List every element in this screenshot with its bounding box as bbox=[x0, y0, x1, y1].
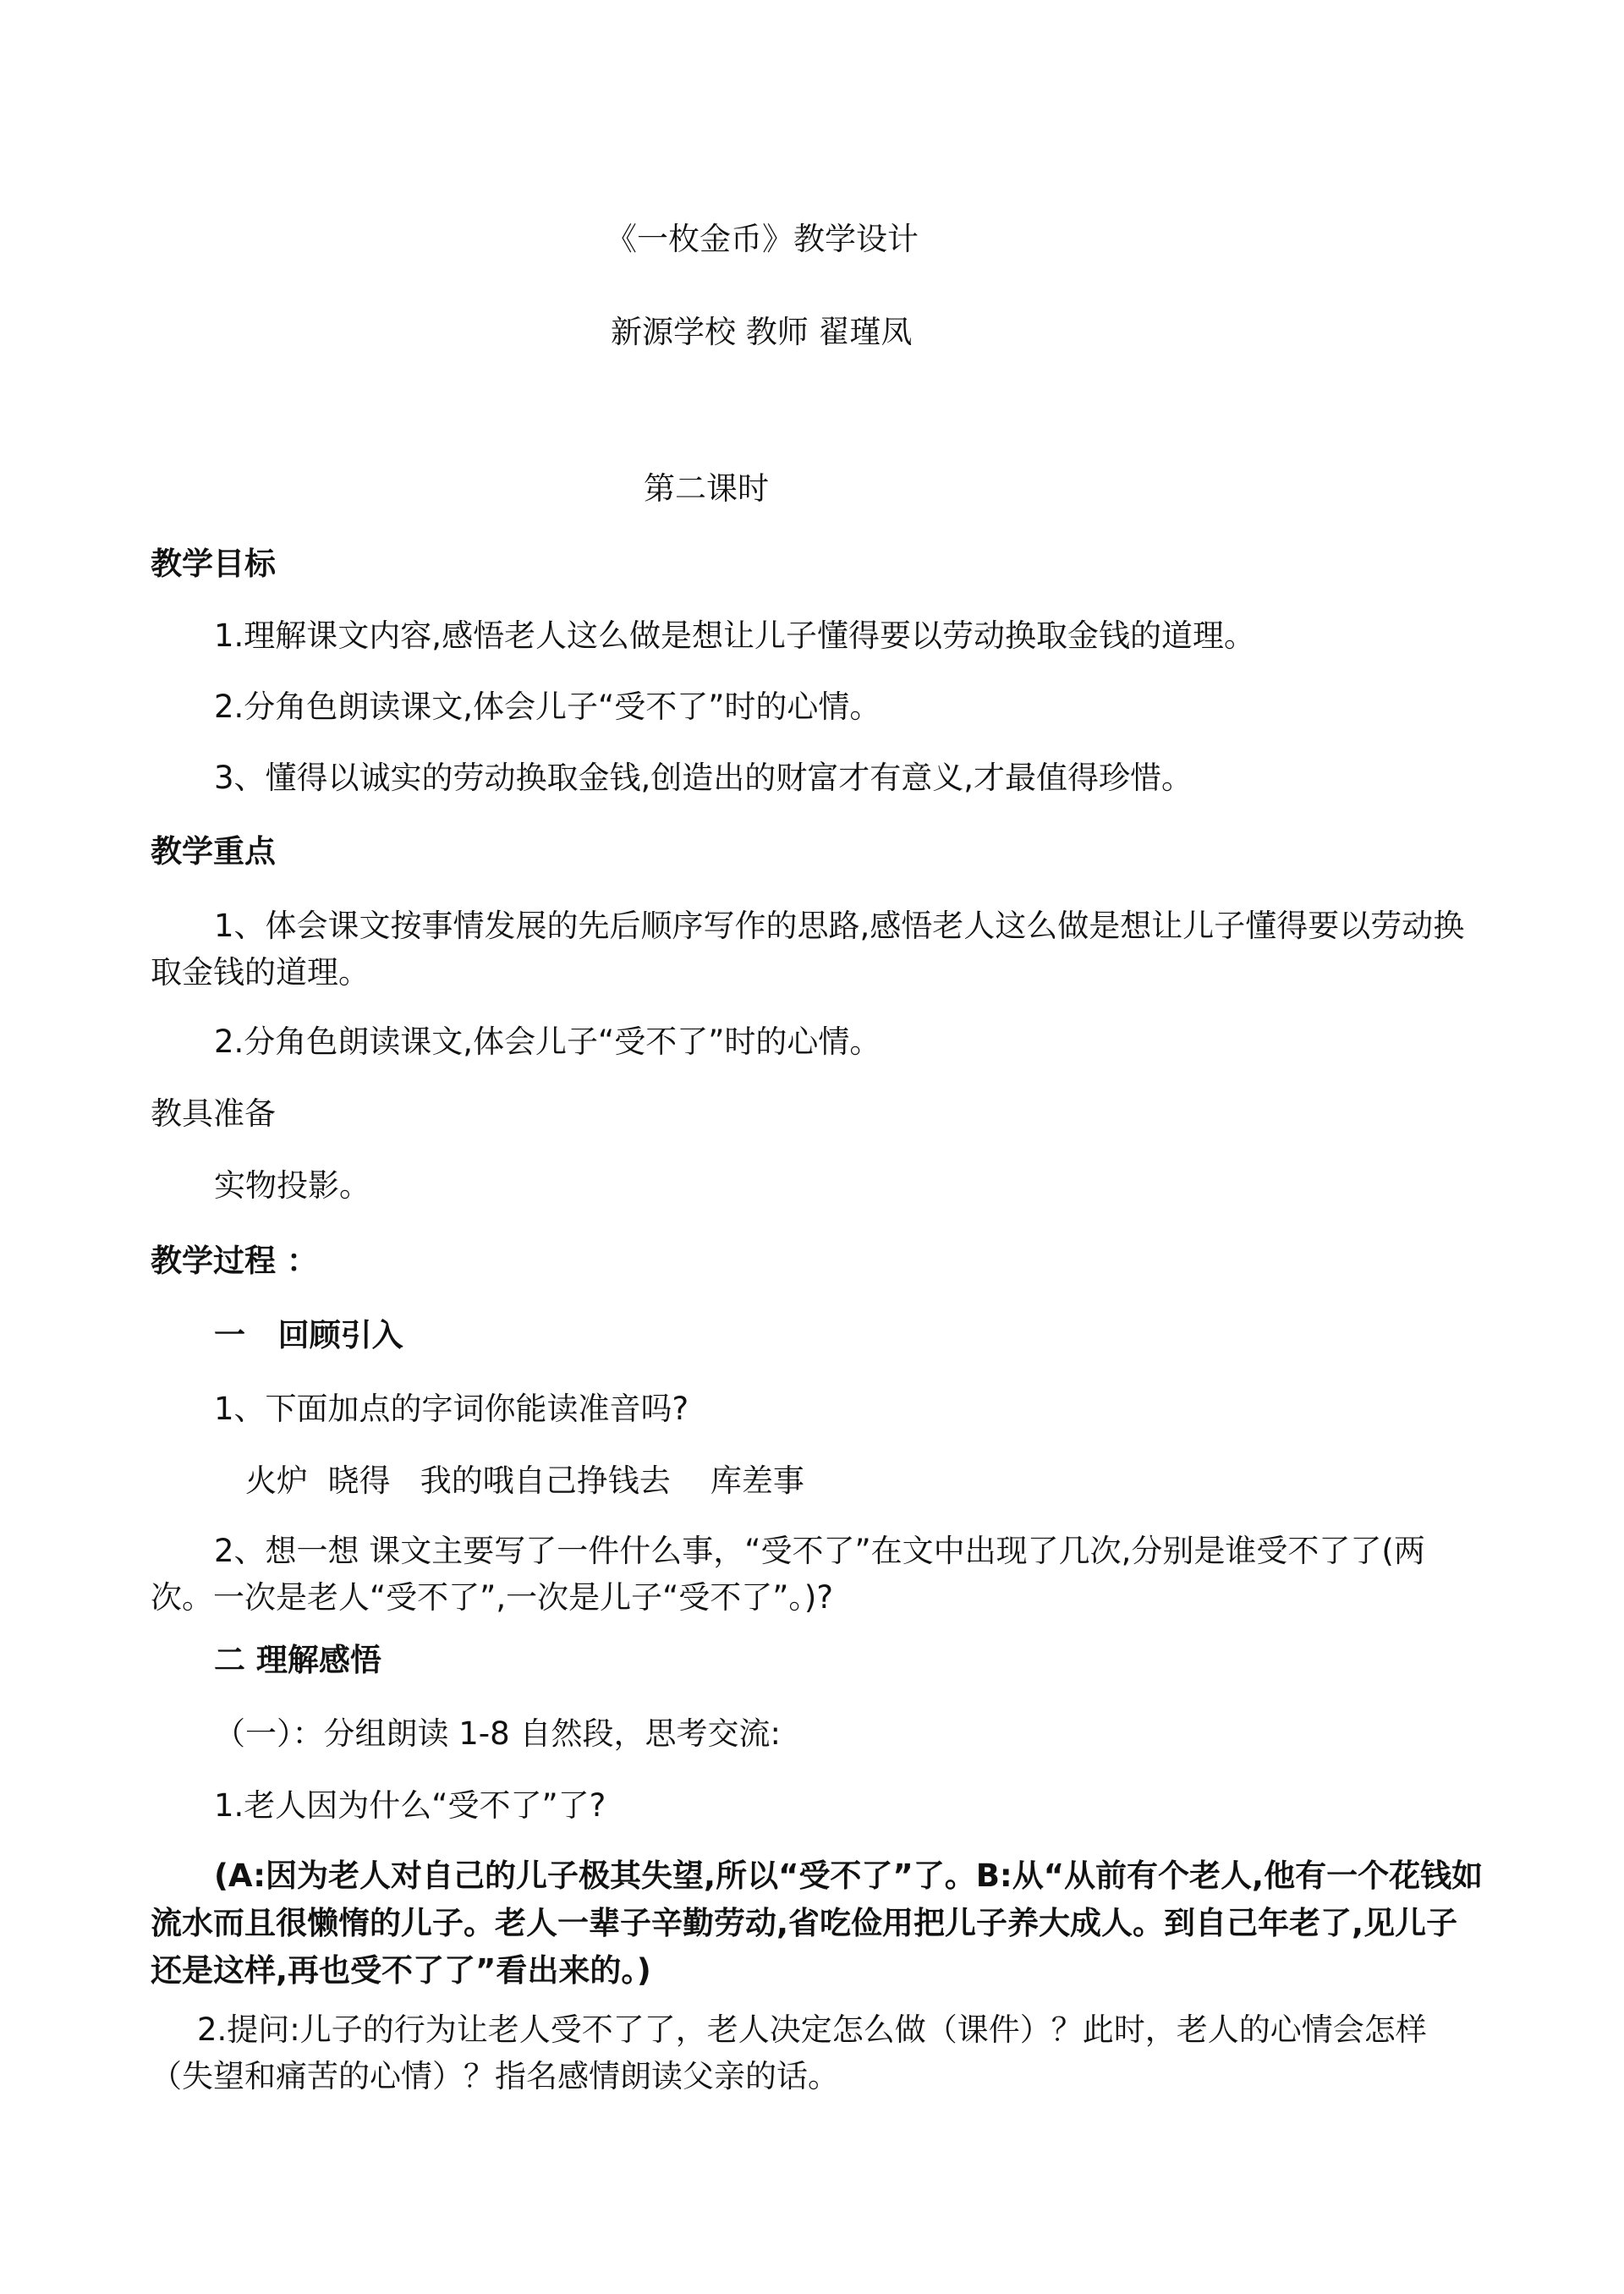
section-1-heading: 一 回顾引入 bbox=[214, 1317, 403, 1353]
materials-heading: 教具准备 bbox=[151, 1095, 276, 1132]
author-line: 新源学校 教师 翟瑾凤 bbox=[611, 314, 913, 350]
key-point-item-1: 1、体会课文按事情发展的先后顺序写作的思路,感悟老人这么做是想让儿子懂得要以劳动换取金钱的道理。 bbox=[151, 908, 1465, 991]
section-1-words: 火炉 晓得 我的哦自己挣钱去 库差事 bbox=[245, 1463, 804, 1499]
section-1-question-2: 2、想一想 课文主要写了一件什么事，“受不了”在文中出现了几次,分别是谁受不了了(两次。一次是老人“受不了”,一次是儿子“受不了”。)? bbox=[151, 1533, 1425, 1616]
objective-item-1: 1.理解课文内容,感悟老人这么做是想让儿子懂得要以劳动换取金钱的道理。 bbox=[214, 617, 1256, 654]
objective-item-2: 2.分角色朗读课文,体会儿子“受不了”时的心情。 bbox=[214, 689, 881, 725]
section-2-question-2: 2.提问:儿子的行为让老人受不了了，老人决定怎么做（课件）？此时，老人的心情会怎样（失望和痛苦的心情）？指名感情朗读父亲的话。 bbox=[151, 2011, 1427, 2094]
key-point-item-2: 2.分角色朗读课文,体会儿子“受不了”时的心情。 bbox=[214, 1024, 881, 1060]
process-heading: 教学过程 ： bbox=[151, 1243, 318, 1279]
section-2-answer: (A:因为老人对自己的儿子极其失望,所以“受不了”了。B:从“从前有个老人,他有一个花钱如流水而且很懒惰的儿子。老人一辈子辛勤劳动,省吃俭用把儿子养大成人。到自己年老了,见儿子还是这样,再也受不了了”看出来的。) bbox=[151, 1858, 1484, 1989]
lesson-label: 第二课时 bbox=[644, 470, 769, 507]
key-points-heading: 教学重点 bbox=[151, 833, 276, 870]
objective-item-3: 3、懂得以诚实的劳动换取金钱,创造出的财富才有意义,才最值得珍惜。 bbox=[214, 760, 1193, 796]
section-2-heading: 二 理解感悟 bbox=[214, 1642, 381, 1678]
section-2-question-1: 1.老人因为什么“受不了”了? bbox=[214, 1787, 606, 1824]
objectives-heading: 教学目标 bbox=[151, 546, 276, 582]
materials-item: 实物投影。 bbox=[214, 1167, 370, 1204]
doc-title: 《一枚金币》教学设计 bbox=[606, 221, 919, 257]
section-1-question-1: 1、下面加点的字词你能读准音吗? bbox=[214, 1391, 689, 1427]
section-2-part-1: （一）：分组朗读 1-8 自然段，思考交流: bbox=[214, 1715, 781, 1752]
